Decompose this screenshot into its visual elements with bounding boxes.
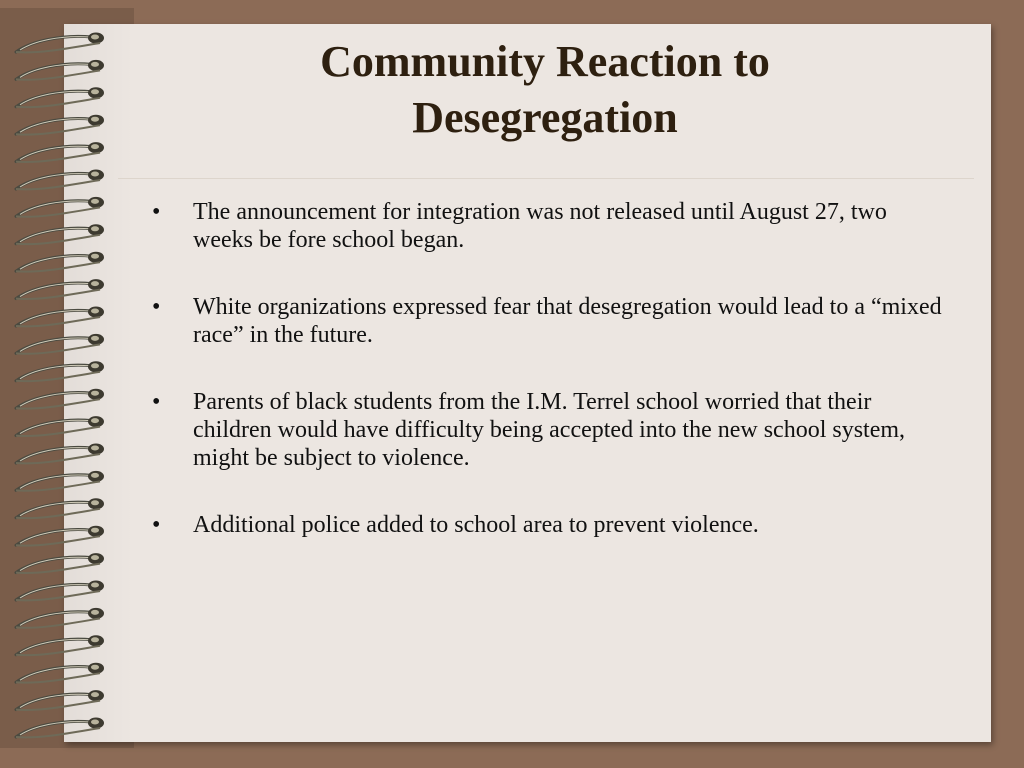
spiral-ring-icon [16, 663, 104, 683]
spiral-ring-icon [16, 581, 104, 601]
spiral-ring-icon [16, 252, 104, 272]
spiral-ring-icon [16, 635, 104, 655]
slide-title [140, 34, 950, 146]
spiral-ring-icon [16, 553, 104, 573]
spiral-ring-icon [16, 608, 104, 628]
spiral-ring-icon [16, 224, 104, 244]
bullet-text: The announcement for integration was not released until August 27, two weeks be fore school began. [193, 199, 887, 253]
spiral-ring-icon [16, 444, 104, 464]
notebook-spiral-binding-icon [0, 0, 130, 768]
spiral-ring-icon [16, 170, 104, 190]
slide-title-line-1: Community Reaction to [320, 37, 770, 86]
title-divider [118, 178, 974, 179]
bullet-item [150, 293, 950, 349]
spiral-ring-icon [16, 718, 104, 738]
spiral-ring-icon [16, 389, 104, 409]
bullet-text: Additional police added to school area to prevent violence. [193, 512, 759, 538]
bullet-dot: • [152, 389, 161, 415]
spiral-ring-icon [16, 361, 104, 381]
spiral-ring-icon [16, 334, 104, 354]
spiral-ring-icon [16, 307, 104, 327]
spiral-ring-icon [16, 115, 104, 135]
bullet-item [150, 388, 950, 472]
bullet-dot: • [152, 294, 161, 320]
bullet-text: White organizations expressed fear that desegregation would lead to a “mixed race” in the future. [193, 294, 942, 348]
bullet-item [150, 198, 950, 254]
spiral-ring-icon [16, 471, 104, 491]
spiral-ring-icon [16, 33, 104, 53]
spiral-ring-icon [16, 142, 104, 162]
spiral-ring-icon [16, 498, 104, 518]
bullet-text: Parents of black students from the I.M. Terrel school worried that their children would have difficulty being accepted into the new school system, might be subject to violence. [193, 389, 906, 471]
slide-title-line-2: Desegregation [412, 93, 678, 142]
bullet-dot: • [152, 512, 161, 538]
spiral-ring-icon [16, 690, 104, 710]
bullet-item [150, 511, 950, 539]
spiral-ring-icon [16, 87, 104, 107]
spiral-ring-icon [16, 60, 104, 80]
spiral-ring-icon [16, 416, 104, 436]
spiral-ring-icon [16, 197, 104, 217]
spiral-ring-icon [16, 526, 104, 546]
bullet-dot: • [152, 199, 161, 225]
spiral-ring-icon [16, 279, 104, 299]
bullet-list [150, 198, 950, 578]
